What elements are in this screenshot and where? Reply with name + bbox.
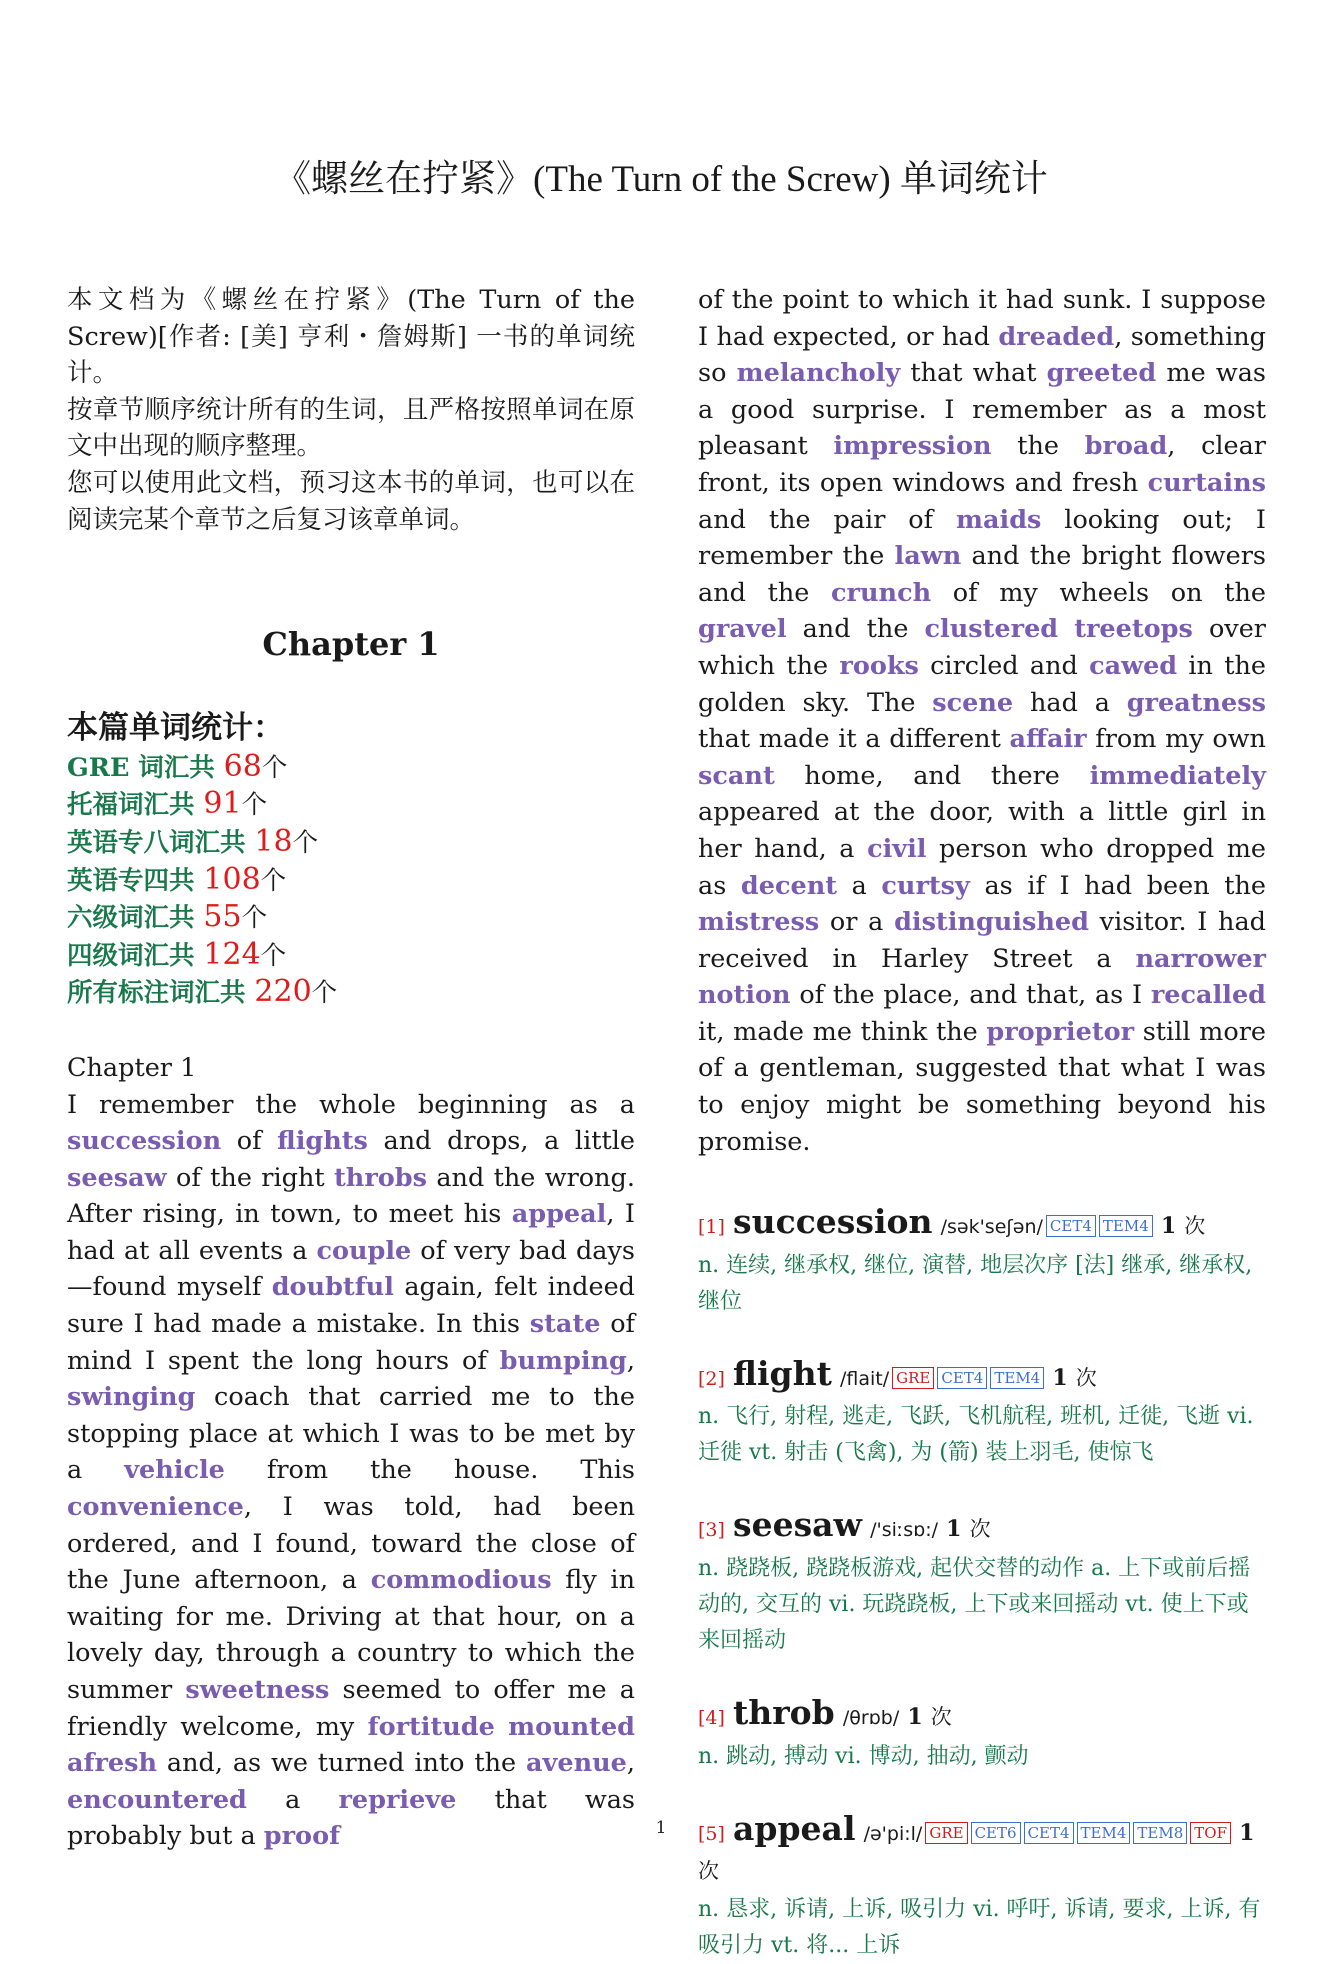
text-run: visitor. I had received in Harley Street a — [698, 907, 1266, 974]
text-run: a — [837, 870, 882, 901]
entry-header — [698, 1353, 1266, 1398]
level-tag: CET4 — [1046, 1215, 1096, 1237]
stat-value: 91 — [203, 786, 242, 822]
entry-definition: n. 跷跷板, 跷跷板游戏, 起伏交替的动作 a. 上下或前后摇动的, 交互的 vi. 玩跷跷板, 上下或来回摇动 vt. 使上下或来回摇动 — [698, 1556, 1251, 1654]
entry-count: 1 — [946, 1516, 962, 1543]
vocab-word: curtsy — [881, 870, 970, 901]
stats-title: 本篇单词统计： — [67, 709, 284, 746]
vocab-word: melancholy — [736, 358, 901, 389]
vocab-word: immediately — [1089, 760, 1266, 791]
entry-count-unit: 次 — [698, 1859, 719, 1884]
entry-count: 1 — [1160, 1213, 1177, 1240]
stat-row — [67, 899, 635, 937]
chapter-label: Chapter 1 — [67, 1052, 197, 1083]
text-run: of my wheels on the — [931, 577, 1266, 608]
text-run: had a — [1013, 687, 1127, 718]
text-run: , something so — [698, 321, 1266, 389]
vocab-word: avenue — [526, 1748, 627, 1779]
stat-row — [67, 786, 635, 824]
entry-header — [698, 1204, 1266, 1246]
chapter-text — [67, 1087, 635, 1855]
stat-unit: 个 — [241, 790, 268, 821]
entry-header — [698, 1695, 1266, 1737]
level-tag: GRE — [892, 1367, 934, 1389]
vocab-word: commodious — [370, 1565, 552, 1596]
text-run: that what — [900, 358, 1047, 389]
vocab-word: proprietor — [986, 1016, 1135, 1047]
entry-count-unit: 次 — [930, 1705, 952, 1730]
text-run: of the place, and that, as I — [790, 980, 1151, 1011]
text-run: , — [626, 1748, 635, 1779]
vocab-word: clustered — [924, 614, 1059, 645]
intro-line: 本文档为《螺丝在拧紧》(The Turn of the Screw)[作者: [美] 亨利・詹姆斯] 一书的单词统计。 — [67, 285, 635, 389]
vocab-word: greatness — [1126, 687, 1266, 718]
text-run: and the — [786, 614, 925, 645]
vocab-word: greeted — [1046, 358, 1157, 389]
stat-unit: 个 — [241, 903, 268, 934]
text-run: circled and — [918, 650, 1090, 681]
vocab-word: cawed — [1089, 650, 1178, 681]
chapter-heading: Chapter 1 — [262, 625, 440, 664]
text-run: as if I had been the — [969, 870, 1266, 901]
vocab-word: recalled — [1150, 980, 1266, 1011]
entry-pronunciation: /sək'seʃən/ — [940, 1216, 1043, 1239]
text-run: again, felt indeed sure I had made a mistake. In this — [67, 1272, 635, 1340]
entry-count: 1 — [1239, 1819, 1255, 1846]
stat-value: 108 — [203, 861, 261, 897]
vocab-word: notion — [698, 980, 791, 1011]
text-run: that made it a different — [698, 724, 1010, 755]
text-run: person who dropped me as — [698, 833, 1266, 901]
entry-word: appeal — [733, 1808, 856, 1848]
vocab-word: appeal — [511, 1199, 607, 1230]
vocab-word: seesaw — [67, 1162, 167, 1193]
text-run: and the wrong. After rising, in town, to meet his — [67, 1162, 635, 1230]
vocab-word: treetops — [1074, 614, 1193, 645]
stat-unit: 个 — [260, 865, 287, 896]
entry-definition: n. 恳求, 诉请, 上诉, 吸引力 vi. 呼吁, 诉请, 要求, 上诉, 有吸引力 vt. 将... 上诉 — [698, 1896, 1261, 1958]
entry-count-unit: 次 — [1184, 1214, 1206, 1239]
vocab-word: doubtful — [271, 1272, 394, 1303]
page-title: 《螺丝在拧紧》(The Turn of the Screw) 单词统计 — [274, 159, 1048, 200]
stat-row — [67, 749, 635, 787]
vocab-word: bumping — [499, 1345, 627, 1376]
text-run: over which the — [698, 614, 1266, 681]
entry-word: seesaw — [733, 1505, 862, 1545]
text-run: , I had at all events a — [67, 1199, 635, 1266]
vocab-entry — [698, 1507, 1266, 1659]
stat-value: 55 — [203, 899, 242, 935]
entry-count: 1 — [1052, 1364, 1068, 1391]
text-run: and, as we turned into the — [157, 1748, 527, 1779]
vocab-word: impression — [833, 431, 992, 462]
entry-index: [3] — [698, 1519, 725, 1542]
text-run: looking out; I remember the — [698, 504, 1267, 572]
stat-row — [67, 862, 635, 900]
vocab-word: sweetness — [185, 1675, 330, 1705]
level-tag: CET4 — [937, 1367, 987, 1389]
intro-line: 按章节顺序统计所有的生词，且严格按照单词在原文中出现的顺序整理。 — [67, 394, 635, 462]
vocab-word: maids — [956, 504, 1042, 535]
vocab-word: fortitude — [367, 1711, 495, 1742]
stat-label: 四级词汇共 — [67, 940, 204, 971]
vocab-word: couple — [316, 1235, 412, 1266]
vocab-entry — [698, 1353, 1266, 1472]
stat-row — [67, 824, 635, 862]
entry-pronunciation: /flait/ — [839, 1367, 890, 1390]
text-run: it, made me think the — [698, 1016, 987, 1047]
vocab-word: dreaded — [998, 321, 1115, 352]
entry-pronunciation: /ə'pi:l/ — [863, 1822, 923, 1845]
entry-index: [1] — [698, 1216, 725, 1239]
intro-line: 您可以使用此文档，预习这本书的单词，也可以在阅读完某个章节之后复习该章单词。 — [67, 467, 635, 535]
level-tag: GRE — [925, 1822, 967, 1844]
text-run: of — [221, 1126, 278, 1157]
vocab-word: succession — [67, 1126, 222, 1157]
stat-unit: 个 — [261, 752, 288, 783]
text-run: and drops, a little — [367, 1126, 635, 1157]
entry-word: succession — [733, 1202, 933, 1242]
vocab-entry — [698, 1695, 1266, 1775]
text-run: me was a good surprise. I remember as a most pleasant — [698, 358, 1267, 462]
text-run: of mind I spent the long hours of — [67, 1309, 635, 1376]
stat-unit: 个 — [311, 978, 338, 1009]
text-run — [495, 1712, 508, 1742]
entry-count-unit: 次 — [1075, 1365, 1097, 1390]
vocab-word: swinging — [67, 1382, 196, 1413]
entry-word: flight — [733, 1353, 832, 1393]
entry-count-unit: 次 — [969, 1517, 991, 1542]
vocab-word: state — [529, 1309, 601, 1340]
level-tag: TOF — [1190, 1822, 1231, 1844]
vocab-word: narrower — [1135, 943, 1266, 974]
text-run: from my own — [1086, 724, 1266, 755]
level-tag: TEM8 — [1133, 1822, 1187, 1844]
text-run — [1058, 614, 1074, 644]
vocab-word: flights — [277, 1126, 368, 1157]
level-tag: CET6 — [971, 1822, 1021, 1844]
text-run: of the point to which it had sunk. I suppose I had expected, or had — [698, 285, 1266, 352]
text-run: and the bright flowers and the — [698, 541, 1267, 608]
vocab-word: crunch — [831, 577, 932, 608]
level-tag: TEM4 — [1099, 1215, 1153, 1237]
stat-value: 18 — [254, 823, 293, 859]
stat-row — [67, 974, 635, 1012]
vocab-word: reprieve — [338, 1784, 457, 1815]
text-run: coach that carried me to the stopping place at which I was to be met by a — [67, 1382, 635, 1486]
entry-pronunciation: /'siːsɒ:/ — [870, 1519, 939, 1542]
entry-definition: n. 跳动, 搏动 vi. 博动, 抽动, 颤动 — [698, 1743, 1029, 1769]
vocab-word: gravel — [698, 614, 787, 645]
text-run: I remember the whole beginning as a — [67, 1089, 635, 1120]
entry-count: 1 — [907, 1704, 923, 1731]
stat-value: 68 — [223, 748, 262, 784]
text-run: , clear front, its open windows and fresh — [698, 431, 1266, 498]
vocab-word: affair — [1009, 724, 1087, 755]
stat-value: 220 — [254, 974, 312, 1010]
vocab-word: civil — [867, 833, 927, 864]
vocab-word: scant — [698, 760, 775, 791]
text-run: , I was told, had been ordered, and I found, toward the close of the June afternoon, a — [67, 1492, 635, 1596]
text-run: from the house. This — [224, 1455, 635, 1486]
text-run: seemed to offer me a friendly welcome, my — [67, 1675, 635, 1742]
text-run: appeared at the door, with a little girl in her hand, a — [698, 797, 1266, 864]
text-run: a — [246, 1784, 339, 1815]
text-run: fly in waiting for me. Driving at that hour, on a lovely day, through a country to which the summer — [67, 1565, 635, 1705]
entry-index: [5] — [698, 1822, 725, 1845]
vocab-word: broad — [1084, 431, 1168, 462]
vocab-word: vehicle — [124, 1455, 225, 1486]
text-run: home, and there — [774, 760, 1090, 791]
stat-unit: 个 — [292, 827, 319, 858]
vocab-word: scene — [932, 687, 1014, 718]
stat-label: 托福词汇共 — [67, 790, 204, 821]
vocab-word: mounted — [508, 1711, 636, 1742]
stat-row — [67, 937, 635, 975]
page-number: 1 — [655, 1818, 667, 1838]
text-run: still more of a gentleman, suggested that what I was to enjoy might be something beyond his promise. — [698, 1016, 1266, 1157]
vocab-entries — [698, 1204, 1266, 1964]
vocab-word: decent — [740, 870, 838, 901]
vocab-word: rooks — [839, 650, 919, 681]
stat-label: 英语专四共 — [67, 865, 204, 896]
vocab-word: distinguished — [894, 907, 1089, 938]
vocab-word: encountered — [67, 1784, 247, 1815]
left-column — [67, 282, 635, 1855]
entry-pronunciation: /θrɒb/ — [842, 1707, 900, 1730]
stat-unit: 个 — [260, 940, 287, 971]
vocab-word: throbs — [334, 1162, 427, 1193]
text-run: of very bad days—found myself — [67, 1235, 635, 1303]
entry-index: [4] — [698, 1707, 725, 1730]
stats-list — [67, 749, 635, 1012]
vocab-word: proof — [263, 1821, 341, 1852]
text-run: in the golden sky. The — [698, 650, 1266, 718]
vocab-word: mistress — [698, 907, 820, 938]
text-run: that was probably but a — [67, 1784, 636, 1852]
text-run: the — [991, 431, 1085, 462]
stat-label: 所有标注词汇共 — [67, 978, 255, 1009]
vocab-word: lawn — [894, 541, 962, 572]
entry-header — [698, 1507, 1266, 1549]
vocab-word: convenience — [67, 1492, 244, 1523]
vocab-word: afresh — [67, 1748, 158, 1779]
vocab-word: curtains — [1147, 467, 1266, 498]
text-run: or a — [819, 907, 895, 938]
stat-label: 英语专八词汇共 — [67, 827, 255, 858]
chapter-text-continued — [698, 282, 1266, 1160]
intro-text — [67, 282, 635, 538]
entry-word: throb — [733, 1693, 835, 1733]
level-tag: CET4 — [1024, 1822, 1074, 1844]
entry-definition: n. 连续, 继承权, 继位, 演替, 地层次序 [法] 继承, 继承权, 继位 — [698, 1252, 1253, 1314]
stat-value: 124 — [203, 936, 261, 972]
level-tag: TEM4 — [990, 1367, 1044, 1389]
right-column — [698, 282, 1266, 1964]
stat-label: GRE 词汇共 — [67, 752, 224, 783]
entry-index: [2] — [698, 1367, 725, 1390]
level-tag: TEM4 — [1077, 1822, 1131, 1844]
text-run: and the pair of — [698, 504, 956, 535]
entry-definition: n. 飞行, 射程, 逃走, 飞跃, 飞机航程, 班机, 迁徙, 飞逝 vi. 迁徙 vt. 射击 (飞禽), 为 (箭) 装上羽毛, 使惊飞 — [698, 1404, 1254, 1466]
vocab-entry — [698, 1204, 1266, 1320]
stat-label: 六级词汇共 — [67, 903, 204, 934]
text-run: of the right — [166, 1162, 334, 1193]
text-run: , — [626, 1345, 635, 1376]
